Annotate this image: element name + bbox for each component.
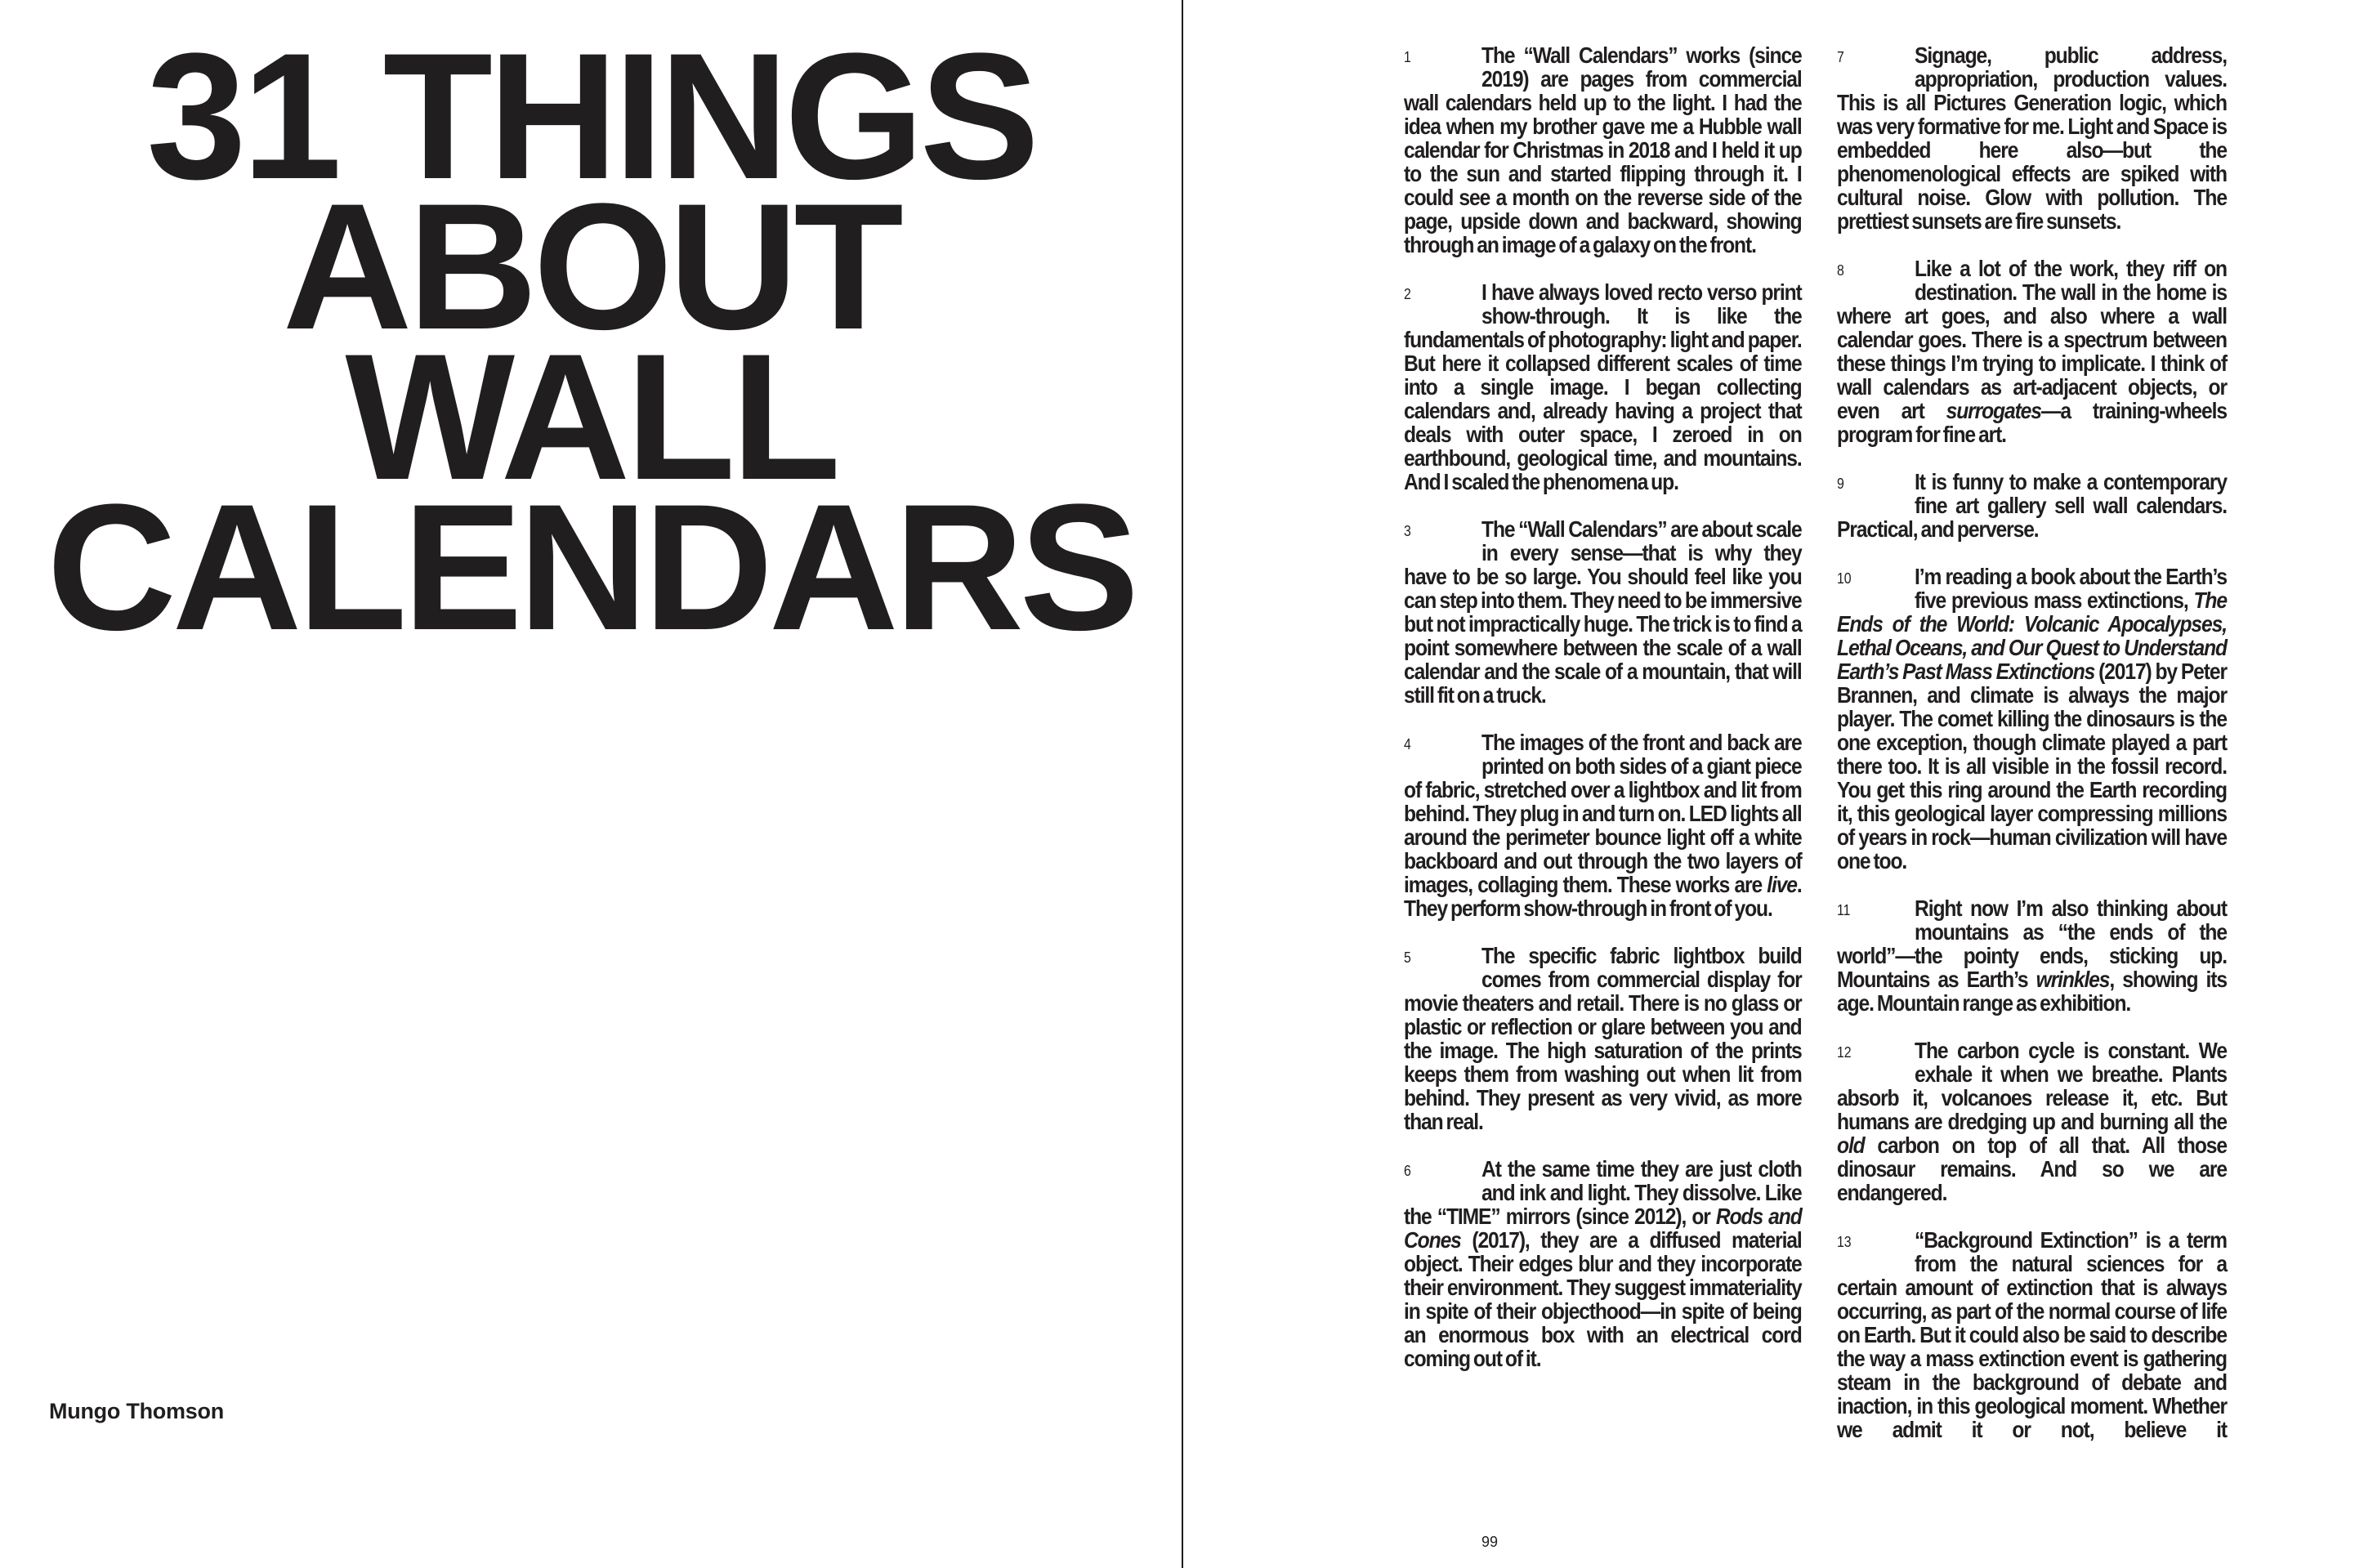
body-text: carbon on top of all that. All those dinosaur remains. And so we are endangered. [1837,1132,2227,1205]
italic-text: Rods and Cones [1404,1204,1802,1253]
paragraph-number: 10 [1837,570,1852,587]
title-line-3: WALL [345,316,837,517]
body-text: I’m reading a book about the Earth’s five previous mass extinctions, [1915,564,2227,613]
paragraph-9 [1837,470,2227,541]
paragraph-8 [1837,257,2227,446]
body-text: —a training-wheels program for fine art. [1837,398,2227,447]
body-text: Like a lot of the work, they riff on destination. The wall in the home is where art goes, and also where a wall calendar goes. There is a spectrum between these things I’m trying to implicate. I think of wall calendars as art-adjacent objects, or even art [1837,256,2227,423]
paragraph-number: 7 [1837,49,1844,65]
body-text: . They perform show-through in front of you. [1404,872,1802,921]
paragraph-number: 11 [1837,902,1851,918]
first-lines-indent [1404,944,1481,991]
body-text: The “Wall Calendars” works (since 2019) are pages from commercial wall calendars held up to the light. I had the idea when my brother gave me a Hubble wall calendar for Christmas in 2018 and I held it up to the sun and started flipping through it. I could see a month on the reverse side of the page, upside down and backward, showing through an image of a galaxy on the front. [1404,42,1802,257]
body-text: The specific fabric lightbox build comes from commercial display for movie theaters and retail. There is no glass or plastic or reflection or glare between you and the image. The high saturation of the prints keeps them from washing out when lit from behind. They present as very vivid, as more than real. [1404,943,1802,1134]
title-line-4: CALENDARS [47,467,1135,668]
paragraph-11 [1837,896,2227,1015]
paragraph-10 [1837,565,2227,873]
first-lines-indent [1837,43,1915,91]
body-text: “Background Extinction” is a term from the natural sciences for a certain amount of extinction that is always occurring, as part of the normal course of life on Earth. But it could also be said to describe the way a mass extinction event is gathering steam in the background of debate and inaction, in this geological moment. Whether we admit it or not, believe it [1837,1227,2227,1442]
first-lines-indent [1404,280,1481,328]
body-text: The images of the front and back are printed on both sides of a giant piece of fabric, stretched over a lightbox and lit from behind. They plug in and turn on. LED lights all around the perimeter bounce light off a white backboard and out through the two layers of images, collaging them. These works are [1404,730,1802,897]
body-text: (2017) by Peter Brannen, and climate is always the major player. The comet killing the dinosaurs is the one exception, though climate played a part there too. It is all visible in the fossil record. You get this ring around the Earth recording it, this geological layer compressing millions of years in rock—human civilization will have one too. [1837,659,2227,873]
paragraph-number: 3 [1404,523,1411,539]
right-page [1182,0,2364,1568]
paragraph-5 [1404,944,1802,1133]
paragraph-13 [1837,1228,2227,1441]
body-text: It is funny to make a contemporary fine art gallery sell wall calendars. Practical, and perverse. [1837,469,2227,542]
paragraph-number: 9 [1837,476,1844,492]
text-column-left [1404,43,1802,1370]
body-text: Signage, public address, appropriation, production values. This is all Pictures Generation logic, which was very formative for me. Light and Space is embedded here also—but the phenomenological effects are spiked with cultural noise. Glow with pollution. The prettiest sunsets are fire sunsets. [1837,42,2227,234]
body-text: At the same time they are just cloth and ink and light. They dissolve. Like the “TIME” mirrors (since 2012), or [1404,1156,1802,1229]
title-line-2: ABOUT [282,166,900,367]
paragraph-6 [1404,1157,1802,1370]
first-lines-indent [1404,1157,1481,1204]
paragraph-number: 4 [1404,736,1411,753]
paragraph-number: 5 [1404,949,1411,966]
paragraph-2 [1404,280,1802,494]
body-text: (2017), they are a diffused material object. Their edges blur and they incorporate their environment. They suggest immateriality in spite of their objecthood—in spite of being an enormous box with an electrical cord coming out of it. [1404,1227,1802,1371]
paragraph-3 [1404,517,1802,707]
paragraph-number: 12 [1837,1044,1852,1061]
author-name: Mungo Thomson [49,1399,224,1423]
first-lines-indent [1404,43,1481,91]
italic-text: wrinkles [2036,967,2110,992]
paragraph-number: 13 [1837,1234,1852,1250]
first-lines-indent [1404,517,1481,565]
paragraph-1 [1404,43,1802,257]
paragraph-number: 2 [1404,286,1411,302]
italic-text: old [1837,1132,1865,1158]
body-text: I have always loved recto verso print show-through. It is like the fundamentals of photography: light and paper. But here it collapsed different scales of time into a single image. I began collecting calendars and, already having a project that deals with outer space, I zeroed in on earthbound, geological time, and mountains. And I scaled the phenomena up. [1404,279,1802,494]
italic-text: surrogates [1946,398,2041,423]
article-title [0,16,1182,668]
first-lines-indent [1404,730,1481,778]
body-text: The “Wall Calendars” are about scale in every sense—that is why they have to be so large. You should feel like you can step into them. They need to be immersive but not impractically huge. The trick is to find a point somewhere between the scale of a wall calendar and the scale of a mountain, that will still fit on a truck. [1404,516,1802,708]
paragraph-number: 8 [1837,262,1844,279]
paragraph-12 [1837,1039,2227,1204]
first-lines-indent [1837,470,1915,517]
body-text: , showing its age. Mountain range as exhibition. [1837,967,2227,1016]
page-number: 99 [1481,1534,1499,1550]
paragraph-7 [1837,43,2227,233]
italic-text: live [1767,872,1797,897]
text-column-right [1837,43,2227,1441]
italic-text: The Ends of the World: Volcanic Apocalypses, Lethal Oceans, and Our Quest to Understand Earth’s Past Mass Extinctions [1837,587,2227,684]
paragraph-number: 6 [1404,1163,1411,1179]
paragraph-number: 1 [1404,49,1411,65]
body-text: The carbon cycle is constant. We exhale it when we breathe. Plants absorb it, volcanoes release it, etc. But humans are dredging up and burning all the [1837,1038,2227,1134]
first-lines-indent [1837,257,1915,304]
title-line-1: 31 THINGS [146,16,1035,217]
paragraph-4 [1404,730,1802,920]
body-text: Right now I’m also thinking about mountains as “the ends of the world”—the pointy ends, sticking up. Mountains as Earth’s [1837,896,2227,992]
